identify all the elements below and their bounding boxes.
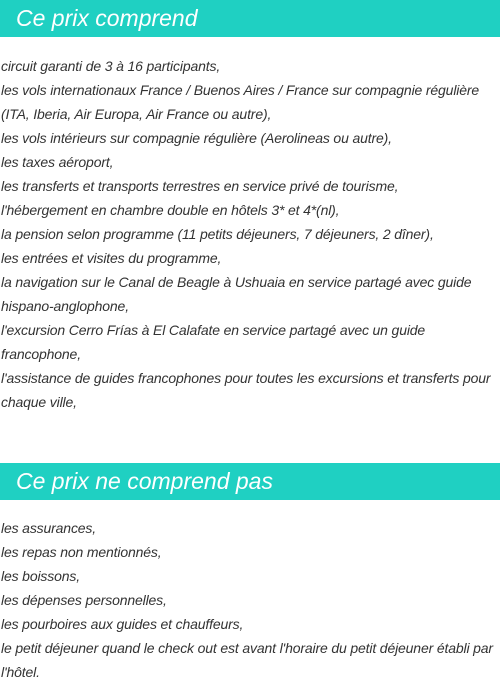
- list-item: l'assistance de guides francophones pour toutes les excursions et transferts pour chaque ville,: [1, 370, 491, 410]
- list-item: circuit garanti de 3 à 16 participants,: [1, 58, 221, 74]
- list-item: l'excursion Cerro Frías à El Calafate en service partagé avec un guide francophone,: [1, 322, 426, 362]
- list-item: la pension selon programme (11 petits déjeuners, 7 déjeuners, 2 dîner),: [1, 226, 434, 242]
- list-item: les repas non mentionnés,: [1, 544, 162, 560]
- list-item: le petit déjeuner quand le check out est avant l'horaire du petit déjeuner établi par l'hôtel.: [1, 640, 493, 680]
- excluded-list: [0, 516, 500, 684]
- list-item: les transferts et transports terrestres en service privé de tourisme,: [1, 178, 399, 194]
- excluded-section-title: Ce prix ne comprend pas: [0, 463, 500, 500]
- list-item: les taxes aéroport,: [1, 154, 114, 170]
- list-item: l'hébergement en chambre double en hôtels 3* et 4*(nl),: [1, 202, 340, 218]
- list-item: les boissons,: [1, 568, 80, 584]
- list-item: les vols intérieurs sur compagnie régulière (Aerolineas ou autre),: [1, 130, 392, 146]
- list-item: les pourboires aux guides et chauffeurs,: [1, 616, 244, 632]
- list-item: les dépenses personnelles,: [1, 592, 167, 608]
- list-item: la navigation sur le Canal de Beagle à Ushuaia en service partagé avec guide hispano-anglophone,: [1, 274, 472, 314]
- included-section-title: Ce prix comprend: [0, 0, 500, 37]
- list-item: les vols internationaux France / Buenos Aires / France sur compagnie régulière (ITA, Iberia, Air Europa, Air France ou autre),: [1, 82, 480, 122]
- included-list: [0, 54, 500, 414]
- list-item: les assurances,: [1, 520, 97, 536]
- list-item: les entrées et visites du programme,: [1, 250, 222, 266]
